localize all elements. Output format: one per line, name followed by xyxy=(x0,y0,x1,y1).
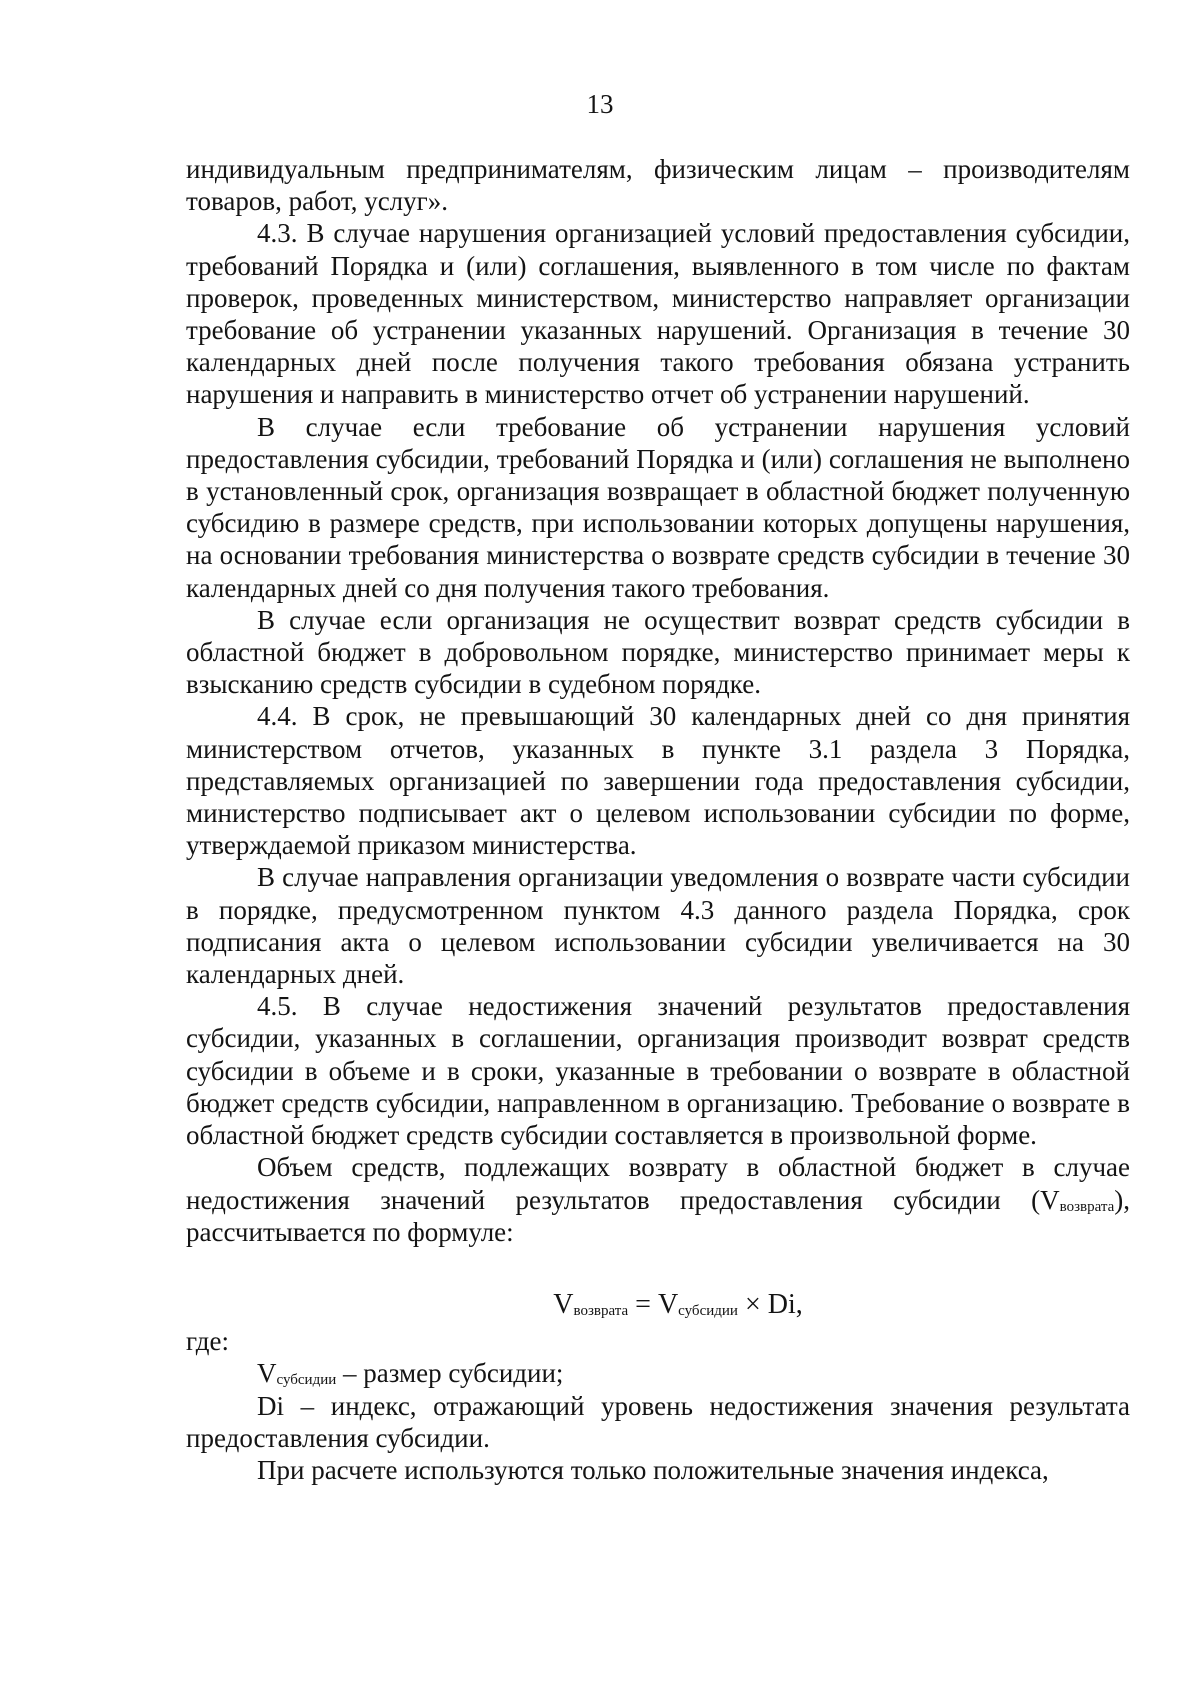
formula xyxy=(186,1289,1130,1321)
paragraph-continuation: индивидуальным предпринимателям, физическим лицам – производителям товаров, работ, услуг». xyxy=(186,154,1130,217)
paragraph-calculation: При расчете используются только положительные значения индекса, xyxy=(257,1454,1049,1485)
formula-rhs-subscript: субсидии xyxy=(678,1302,738,1319)
volume-subscript: возврата xyxy=(1059,1198,1115,1215)
paragraph-violation-not-fixed: В случае если требование об устранении нарушения условий предоставления субсидии, требований Порядка и (или) соглашения не выполнено в установленный срок, организация возвращает в областной бюджет полученную субсидию в размере средств, при использовании которых допущены нарушения, на основании требования министерства о возврате средств субсидии в течение 30 календарных дней со дня получения такого требования. xyxy=(186,411,1130,603)
document-body xyxy=(186,153,1130,1486)
definition-symbol: V xyxy=(257,1358,277,1389)
page-number: 13 xyxy=(586,89,614,119)
formula-lhs-subscript: возврата xyxy=(573,1302,629,1319)
definition-v-subsidy xyxy=(186,1357,1130,1389)
definition-subscript: субсидии xyxy=(276,1372,337,1389)
definition-di xyxy=(186,1390,1130,1454)
formula-equals: = xyxy=(628,1288,658,1320)
paragraph-volume-formula-intro xyxy=(186,1151,1130,1248)
paragraph-notification: В случае направления организации уведомления о возврате части субсидии в порядке, предусмотренном пунктом 4.3 данного раздела Порядка, срок подписания акта о целевом использовании субсидии увеличивается на 30 календарных дней. xyxy=(186,862,1130,990)
formula-rhs-di: Di, xyxy=(767,1288,803,1320)
paragraph-4-5: 4.5. В случае недостижения значений результатов предоставления субсидии, указанных в соглашении, организация производит возврат средств субсидии в объеме и в сроки, указанные в требовании о возврате в областной бюджет средств субсидии, направленном в организацию. Требование о возврате в областной бюджет средств субсидии составляется в произвольной форме. xyxy=(186,991,1130,1151)
formula-times: × xyxy=(737,1288,768,1320)
formula-lhs: V xyxy=(553,1288,574,1320)
where-label: где: xyxy=(186,1326,229,1357)
volume-text-after: ), рассчитывается по формуле: xyxy=(186,1184,1130,1247)
definition-symbol: Di xyxy=(257,1390,284,1421)
volume-text-before: Объем средств, подлежащих возврату в областной бюджет в случае недостижения значений результатов предоставления субсидии (V xyxy=(186,1152,1130,1215)
definition-text: – размер субсидии; xyxy=(336,1358,564,1389)
paragraph-4-4: 4.4. В срок, не превышающий 30 календарных дней со дня принятия министерством отчетов, указанных в пункте 3.1 раздела 3 Порядка, представляемых организацией по завершении года предоставления субсидии, министерство подписывает акт о целевом использовании субсидии по форме, утверждаемой приказом министерства. xyxy=(186,701,1130,861)
paragraph-judicial-recovery: В случае если организация не осуществит возврат средств субсидии в областной бюджет в добровольном порядке, министерство принимает меры к взысканию средств субсидии в судебном порядке. xyxy=(186,604,1130,700)
paragraph-4-3: 4.3. В случае нарушения организацией условий предоставления субсидии, требований Порядка и (или) соглашения, выявленного в том числе по фактам проверок, проведенных министерством, министерство направляет организации требование об устранении указанных нарушений. Организация в течение 30 календарных дней после получения такого требования обязана устранить нарушения и направить в министерство отчет об устранении нарушений. xyxy=(186,218,1130,410)
formula-rhs-v: V xyxy=(657,1288,679,1320)
definition-text: – индекс, отражающий уровень недостижения значения результата предоставления субсидии. xyxy=(186,1390,1130,1453)
